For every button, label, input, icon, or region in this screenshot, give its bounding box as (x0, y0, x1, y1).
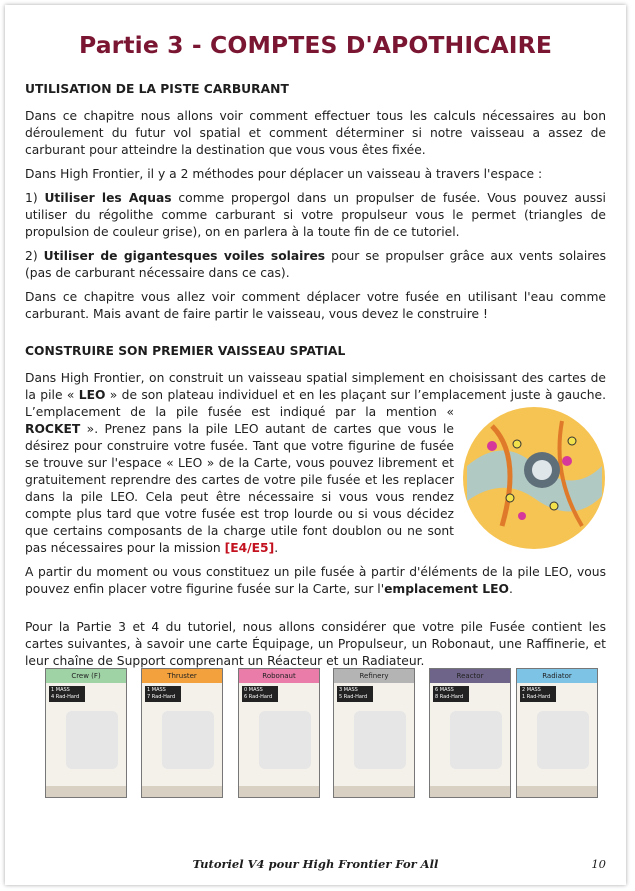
text-bold: emplacement LEO (384, 582, 509, 596)
text-run: . (508, 582, 513, 596)
card-title: Refinery (334, 669, 414, 683)
card-art (537, 711, 589, 769)
card-stats (520, 686, 556, 702)
card-art (259, 711, 311, 769)
card-radhard: 5 Rad-Hard (339, 694, 368, 700)
card-strip (45, 668, 601, 796)
reference-tag: [E4/E5] (224, 541, 275, 555)
card-title: Robonaut (239, 669, 319, 683)
card-footer (430, 786, 510, 797)
text-bold: ROCKET (25, 422, 81, 436)
paragraph: Dans ce chapitre vous allez voir comment déplacer votre fusée en utilisant l'eau comme carburant. Mais avant de faire partir le vaisseau, vous devez le construire ! (25, 290, 606, 321)
list-item-bold: Utiliser de gigantesques voiles solaires (43, 249, 326, 263)
list-item-bold: Utiliser les Aquas (44, 191, 172, 205)
paragraph: Dans ce chapitre nous allons voir comment effectuer tous les calculs nécessaires au bon déroulement du futur vol spatial et comment déterminer si notre vaisseau a assez de carburant pour atteindre la destination que vous vous êtes fixée. (25, 109, 606, 157)
card-radhard: 7 Rad-Hard (147, 694, 176, 700)
paragraph: Pour la Partie 3 et 4 du tutoriel, nous allons considérer que votre pile Fusée contient les cartes suivantes, à savoir une carte Équipage, un Propulseur, un Robonaut, une Raffinerie, et leur chaîne de Support comprenant un Réacteur et un Radiateur. (25, 620, 606, 668)
content (25, 81, 606, 677)
card-stats (145, 686, 181, 702)
list-item (25, 190, 606, 241)
list-item-text: pour se propulser grâce aux vents solaires (pas de carburant nécessaire dans ce cas). (25, 249, 606, 280)
card-footer (517, 786, 597, 797)
game-card (516, 668, 598, 798)
card-footer (334, 786, 414, 797)
card-art (162, 711, 214, 769)
text-run: Dans High Frontier, on construit un vaisseau spatial simplement en choisissant des cartes de la pile « (25, 371, 606, 402)
list-item-text: comme propergol dans un propulser de fusée. Vous pouvez aussi utiliser du régolithe comme carburant si votre propulseur vous le permet (triangles de propulsion de couleur grise), on en parlera à la toute fin de ce tutoriel. (25, 191, 606, 239)
card-mass: 1 MASS (51, 687, 70, 693)
section-heading-fuel: UTILISATION DE LA PISTE CARBURANT (25, 82, 289, 96)
card-stats (242, 686, 278, 702)
card-title: Reactor (430, 669, 510, 683)
card-title: Radiator (517, 669, 597, 683)
card-art (450, 711, 502, 769)
list-number: 1) (25, 191, 38, 205)
game-card (333, 668, 415, 798)
footer-title: Tutoriel V4 pour High Frontier For All (192, 857, 439, 871)
card-radhard: 1 Rad-Hard (522, 694, 551, 700)
card-radhard: 4 Rad-Hard (51, 694, 80, 700)
text-bold: LEO (78, 388, 106, 402)
card-stats (433, 686, 469, 702)
card-footer (46, 786, 126, 797)
list-number: 2) (25, 249, 38, 263)
card-footer (239, 786, 319, 797)
card-footer (142, 786, 222, 797)
page-number: 10 (591, 857, 606, 871)
card-mass: 3 MASS (339, 687, 358, 693)
page (5, 5, 626, 885)
card-radhard: 8 Rad-Hard (435, 694, 464, 700)
game-card (45, 668, 127, 798)
text-run: A partir du moment ou vous constituez un pile fusée à partir d'éléments de la pile LEO, vous pouvez enfin placer votre figurine fusée sur la Carte, sur l' (25, 565, 606, 596)
section-body (25, 370, 606, 670)
card-mass: 1 MASS (147, 687, 166, 693)
card-title: Thruster (142, 669, 222, 683)
card-art (66, 711, 118, 769)
card-mass: 2 MASS (522, 687, 541, 693)
paragraph: Dans High Frontier, il y a 2 méthodes pour déplacer un vaisseau à travers l'espace : (25, 167, 543, 181)
section-heading-build: CONSTRUIRE SON PREMIER VAISSEAU SPATIAL (25, 344, 346, 358)
card-art (354, 711, 406, 769)
card-radhard: 6 Rad-Hard (244, 694, 273, 700)
paragraph (25, 370, 606, 557)
text-run: ». Prenez pans la pile LEO autant de cartes que vous le désirez pour construire votre fusée. Tant que votre figurine de fusée se trouve sur l'espace « LEO » de la Carte, vous pouvez librement et gratuitement reprendre des cartes de votre pile fusée et les replacer dans la pile LEO. Cela peut être nécessaire si vous vous rendez compte plus tard que votre fusée est trop lourde ou si vous décidez que certains composants de la charge utile font doublon ou ne sont pas nécessaires pour la mission (25, 422, 454, 555)
card-mass: 6 MASS (435, 687, 454, 693)
paragraph (25, 564, 606, 598)
card-mass: 0 MASS (244, 687, 263, 693)
text-run: . (274, 541, 279, 555)
page-title: Partie 3 - COMPTES D'APOTHICAIRE (79, 31, 552, 59)
game-card (141, 668, 223, 798)
list-item (25, 248, 606, 282)
game-card (429, 668, 511, 798)
text-run: » de son plateau individuel et en les plaçant sur l’emplacement juste à gauche. L’emplacement de la pile fusée est indiqué par la mention « (25, 388, 606, 419)
game-map-image (462, 406, 606, 550)
card-title: Crew (F) (46, 669, 126, 683)
card-stats (337, 686, 373, 702)
card-stats (49, 686, 85, 702)
game-card (238, 668, 320, 798)
